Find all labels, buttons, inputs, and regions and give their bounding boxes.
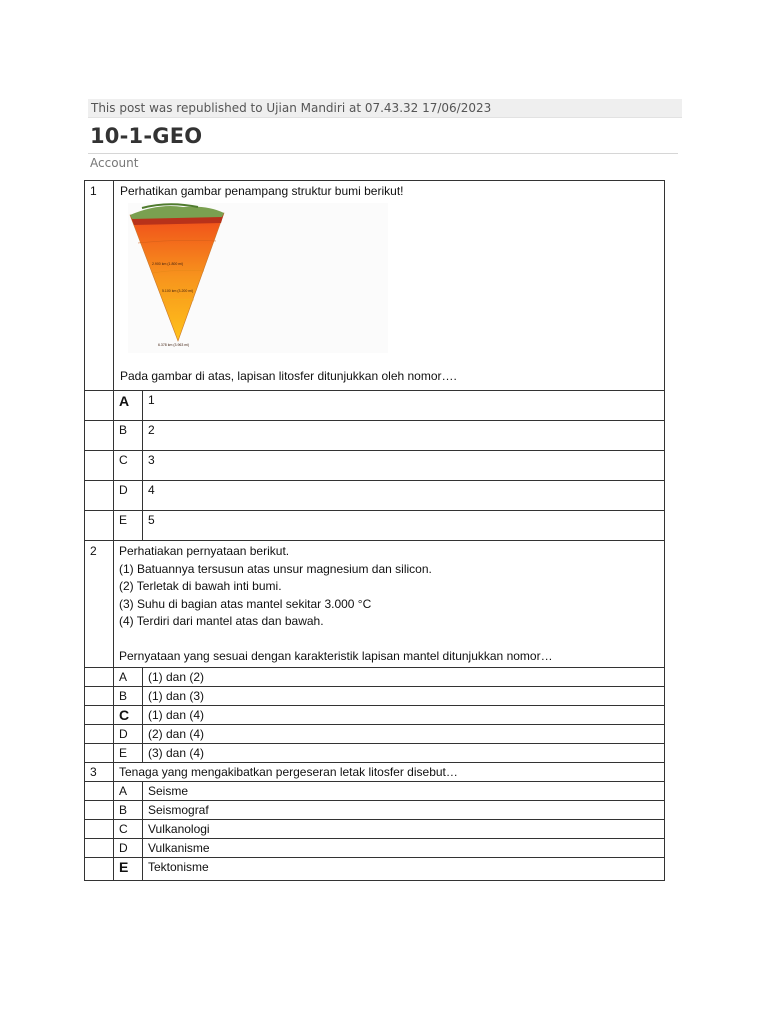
question-text: Tenaga yang mengakibatkan pergeseran letak litosfer disebut… [114,763,665,782]
earth-cross-section-figure [128,203,388,353]
title-divider [88,153,678,154]
empty-cell [85,706,114,725]
option-text: (1) dan (2) [143,668,665,687]
option-row[interactable] [85,391,665,421]
option-text: Vulkanologi [143,820,665,839]
option-row[interactable] [85,511,665,541]
option-letter: C [114,451,143,481]
empty-cell [85,839,114,858]
empty-cell [85,782,114,801]
option-row[interactable] [85,451,665,481]
option-letter: A [114,782,143,801]
question-number: 3 [85,763,114,782]
option-text: 2 [143,421,665,451]
blank-line [119,631,659,648]
option-letter: C [114,706,143,725]
option-letter: C [114,820,143,839]
depth-label: 6.378 km (3.963 mi) [158,343,190,347]
option-text: Seisme [143,782,665,801]
option-text: 1 [143,391,665,421]
statement-line: Perhatiakan pernyataan berikut. [119,544,290,558]
option-text: 4 [143,481,665,511]
option-row[interactable] [85,801,665,820]
option-row[interactable] [85,858,665,881]
option-text: Vulkanisme [143,839,665,858]
option-text: (3) dan (4) [143,744,665,763]
empty-cell [85,744,114,763]
option-text: 3 [143,451,665,481]
option-letter: D [114,481,143,511]
option-row[interactable] [85,668,665,687]
depth-label: 5.100 km (3.200 mi) [162,289,194,293]
empty-cell [85,391,114,421]
statement-line: (4) Terdiri dari mantel atas dan bawah. [119,614,324,628]
option-letter: E [114,511,143,541]
question-body [114,541,665,668]
option-text: Tektonisme [143,858,665,881]
option-text: (2) dan (4) [143,725,665,744]
option-text: (1) dan (4) [143,706,665,725]
question-row-3 [85,763,665,782]
quiz-table [84,180,665,881]
option-text: (1) dan (3) [143,687,665,706]
option-text: Seismograf [143,801,665,820]
statement-line: (2) Terletak di bawah inti bumi. [119,579,282,593]
option-text: 5 [143,511,665,541]
question-body [114,181,665,391]
question-text: Perhatikan gambar penampang struktur bumi berikut! [120,184,404,198]
option-letter: B [114,687,143,706]
option-row[interactable] [85,687,665,706]
question-row-1 [85,181,665,391]
question-number: 1 [85,181,114,391]
option-row[interactable] [85,820,665,839]
question-prompt: Pernyataan yang sesuai dengan karakteristik lapisan mantel ditunjukkan nomor… [119,648,553,663]
option-letter: E [114,744,143,763]
question-prompt: Pada gambar di atas, lapisan litosfer ditunjukkan oleh nomor…. [120,369,457,383]
option-row[interactable] [85,744,665,763]
post-title: 10-1-GEO [90,124,203,148]
empty-cell [85,668,114,687]
empty-cell [85,820,114,839]
republish-banner: This post was republished to Ujian Mandiri at 07.43.32 17/06/2023 [88,99,682,118]
empty-cell [85,858,114,881]
option-row[interactable] [85,706,665,725]
empty-cell [85,725,114,744]
account-label: Account [90,156,139,170]
option-row[interactable] [85,839,665,858]
option-letter: A [114,391,143,421]
option-row[interactable] [85,725,665,744]
depth-label: 2.900 km (1.800 mi) [152,262,184,266]
statement-line: (1) Batuannya tersusun atas unsur magnesium dan silicon. [119,561,432,576]
question-number: 2 [85,541,114,668]
empty-cell [85,421,114,451]
empty-cell [85,687,114,706]
option-row[interactable] [85,421,665,451]
option-letter: D [114,725,143,744]
question-row-2 [85,541,665,668]
option-row[interactable] [85,481,665,511]
option-row[interactable] [85,782,665,801]
empty-cell [85,801,114,820]
option-letter: B [114,801,143,820]
empty-cell [85,511,114,541]
empty-cell [85,451,114,481]
empty-cell [85,481,114,511]
option-letter: A [114,668,143,687]
statement-line: (3) Suhu di bagian atas mantel sekitar 3.000 °C [119,596,372,611]
option-letter: B [114,421,143,451]
option-letter: E [114,858,143,881]
option-letter: D [114,839,143,858]
